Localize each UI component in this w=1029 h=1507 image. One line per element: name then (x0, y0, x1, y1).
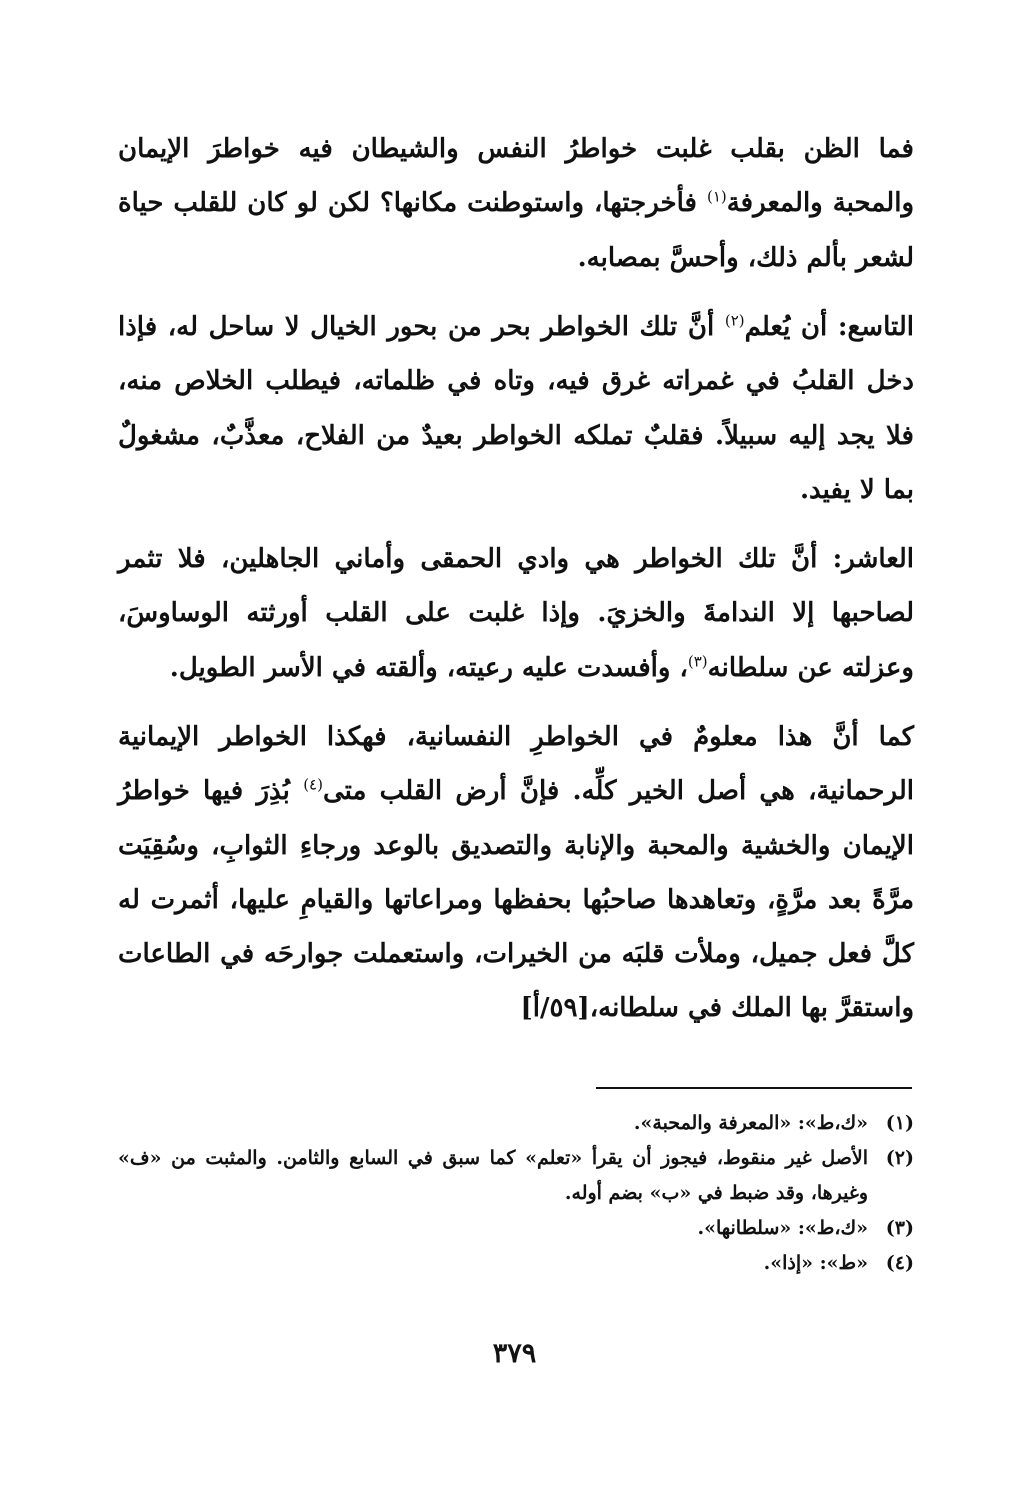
paragraph-1 (118, 122, 914, 285)
footnote-3 (118, 1211, 914, 1246)
paragraph-3-heading: العاشر: (817, 544, 915, 574)
footnote-number-4: (٤) (885, 1252, 914, 1274)
footnote-number-3: (٣) (885, 1217, 914, 1239)
paragraph-2-text-a: أن يُعلم (744, 312, 828, 342)
footnote-text-4: «ط»: «إذا». (763, 1252, 868, 1274)
paragraph-1-text-b: فأخرجتها، واستوطنت مكانها؟ لكن لو كان للقلب حياة لشعر بألم ذلك، وأحسَّ بمصابه. (118, 188, 914, 273)
footnote-number-1: (١) (885, 1112, 914, 1134)
paragraph-2-text-b: أنَّ تلك الخواطر بحر من بحور الخيال لا ساحل له، فإذا دخل القلبُ في غمراته غرق فيه، وتاه في ظلماته، فيطلب الخلاص منه، فلا يجد إليه سبيلاً. فقلبٌ تملكه الخواطر بعيدٌ من الفلاح، معذَّبٌ، مشغولٌ بما لا يفيد. (118, 312, 915, 505)
footnotes (118, 1106, 914, 1281)
paragraph-3-text-a: أنَّ تلك الخواطر هي وادي الحمقى وأماني الجاهلين، فلا تثمر لصاحبها إلا الندامةَ والخزيَ. وإذا غلبت على القلب أورثته الوساوسَ، وعزلته عن سلطانه (118, 544, 914, 683)
footnote-ref-1: (١) (706, 187, 727, 206)
manuscript-folio-marker: [٥٩/أ] (520, 993, 590, 1024)
footnote-divider (596, 1087, 912, 1089)
footnote-4 (118, 1246, 914, 1281)
footnote-text-1: «ك،ط»: «المعرفة والمحبة». (633, 1112, 868, 1134)
footnote-ref-3: (٣) (687, 651, 708, 670)
page-number: ٣٧٩ (492, 1338, 537, 1369)
footnote-ref-4: (٤) (303, 775, 323, 794)
paragraph-2-heading: التاسع: (827, 312, 914, 342)
paragraph-2 (118, 300, 914, 517)
paragraph-3 (118, 532, 914, 695)
footnote-text-2: الأصل غير منقوط، فيجوز أن يقرأ «تعلم» كما سبق في السابع والثامن. والمثبت من «ف» وغيرها، وقد ضبط في «ب» بضم أوله. (118, 1147, 868, 1204)
footnote-1 (118, 1106, 914, 1141)
footnote-ref-2: (٢) (724, 311, 745, 330)
footnote-2 (118, 1141, 914, 1211)
footnote-number-2: (٢) (885, 1147, 914, 1169)
paragraph-3-text-b: ، وأفسدت عليه رعيته، وألقته في الأسر الطويل. (169, 652, 688, 683)
paragraph-4-text-a: كما أنَّ هذا معلومٌ في الخواطرِ النفسانية، فهكذا الخواطر الإيمانية الرحمانية، هي أصل الخير كلِّه. فإنَّ أرض القلب متى (118, 722, 915, 807)
paragraph-4-text-b: بُذِرَ فيها خواطرُ الإيمان والخشية والمحبة والإنابة والتصديق بالوعد ورجاءِ الثوابِ، وسُقِيَت مرَّةً بعد مرَّةٍ، وتعاهدها صاحبُها بحفظها ومراعاتها والقيامِ عليها، أثمرت له كلَّ فعل جميل، وملأت قلبَه من الخيرات، واستعملت جوارحَه في الطاعات واستقرَّ بها الملك في سلطانه، (118, 776, 915, 1024)
paragraph-1-text-a: فما الظن بقلب غلبت خواطرُ النفس والشيطان فيه خواطرَ الإيمان والمحبة والمعرفة (118, 134, 914, 219)
paragraph-4 (118, 710, 914, 1036)
footnote-text-3: «ك،ط»: «سلطانها». (697, 1217, 868, 1239)
